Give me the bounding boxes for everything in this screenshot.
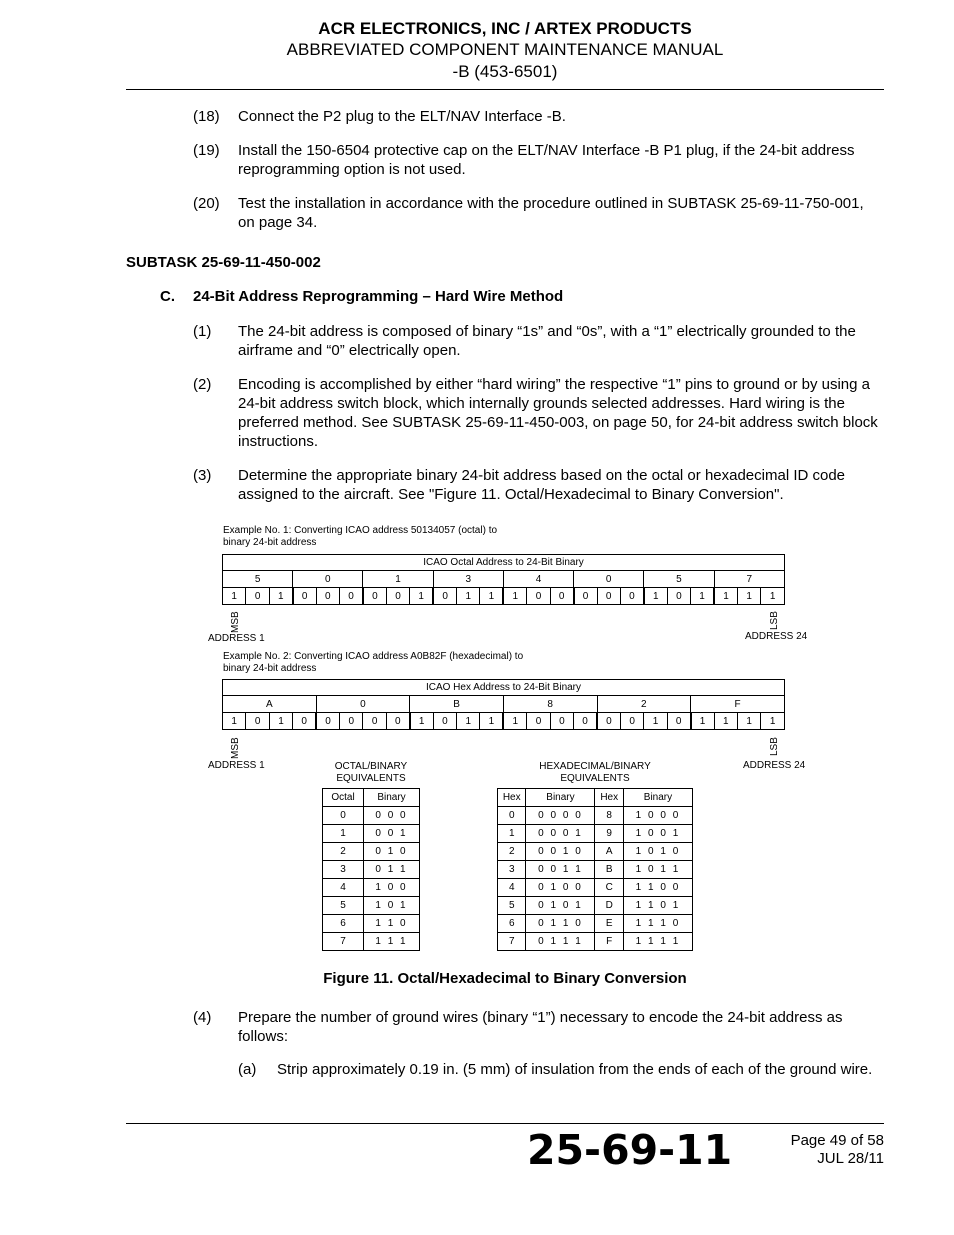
step-text: Prepare the number of ground wires (binary “1”) necessary to encode the 24-bit address as follows:	[238, 1009, 843, 1045]
table-cell: 3	[323, 861, 364, 879]
address-digit: A	[223, 696, 317, 713]
column-header: Octal	[323, 789, 364, 807]
table-cell: 7	[498, 933, 526, 951]
binary-bit: 1	[223, 588, 246, 605]
binary-bit: 0	[597, 588, 620, 605]
step-number: (2)	[193, 376, 212, 393]
binary-bit: 1	[714, 713, 737, 730]
binary-bit: 1	[480, 713, 503, 730]
table-cell: 0 1 0	[364, 843, 420, 861]
table-cell: 1 1 0 0	[623, 879, 692, 897]
step-text: The 24-bit address is composed of binary “1s” and “0s”, with a “1” electrically grounded to the airframe and “0” electrically open.	[238, 323, 856, 359]
header-divider	[126, 89, 884, 90]
address-digit: 2	[597, 696, 691, 713]
msb-label: MSB	[230, 611, 241, 633]
table-cell: 0 0 0	[364, 807, 420, 825]
table-cell: 3	[498, 861, 526, 879]
lsb-label: LSB	[769, 611, 780, 630]
binary-bit: 1	[737, 588, 760, 605]
table-cell: 0 1 1 1	[526, 933, 595, 951]
table-row	[323, 861, 420, 879]
binary-bit: 0	[620, 713, 643, 730]
table-cell: F	[595, 933, 623, 951]
table-row	[498, 933, 693, 951]
step-text: Test the installation in accordance with the procedure outlined in SUBTASK 25-69-11-750-001, on page 34.	[238, 195, 864, 231]
table-row	[498, 825, 693, 843]
example1-caption-line2: binary 24-bit address	[223, 537, 317, 548]
octal-equivalents-table	[322, 788, 420, 951]
binary-bit: 1	[737, 713, 760, 730]
footer-divider	[126, 1123, 884, 1124]
table-row	[323, 915, 420, 933]
binary-bit: 0	[246, 713, 269, 730]
binary-bit: 0	[620, 588, 643, 605]
column-header: Binary	[623, 789, 692, 807]
table-cell: 1 0 1 1	[623, 861, 692, 879]
table-cell: 1 1 1 0	[623, 915, 692, 933]
table-row	[498, 915, 693, 933]
table-cell: 0	[323, 807, 364, 825]
table-cell: 7	[323, 933, 364, 951]
step-text: Determine the appropriate binary 24-bit address based on the octal or hexadecimal ID code assigned to the aircraft. See "Figure 11. Octal/Hexadecimal to Binary Conversion".	[238, 467, 846, 503]
table-row	[323, 843, 420, 861]
example1-caption-line1: Example No. 1: Converting ICAO address 50134057 (octal) to	[223, 525, 498, 536]
column-header: Binary	[364, 789, 420, 807]
table-cell: D	[595, 897, 623, 915]
table-cell: 1 0 1 0	[623, 843, 692, 861]
table-cell: 1	[498, 825, 526, 843]
address-digit: 0	[293, 571, 363, 588]
table-cell: B	[595, 861, 623, 879]
address-digit: 5	[223, 571, 293, 588]
column-header: Hex	[595, 789, 623, 807]
table-cell: 1 0 1	[364, 897, 420, 915]
step-text: Install the 150-6504 protective cap on the ELT/NAV Interface -B P1 plug, if the 24-bit address reprogramming option is not used.	[238, 142, 855, 178]
binary-bit: 1	[644, 713, 667, 730]
table-cell: 0 0 1 0	[526, 843, 595, 861]
binary-bit: 0	[550, 713, 573, 730]
hex-equivalents-title	[497, 761, 693, 785]
binary-bit: 1	[691, 713, 714, 730]
address-1-label: ADDRESS 1	[208, 760, 265, 771]
section-title: 24-Bit Address Reprogramming – Hard Wire Method	[193, 288, 564, 305]
address-digit: 1	[363, 571, 433, 588]
binary-bit: 0	[316, 713, 339, 730]
binary-bit: 0	[316, 588, 339, 605]
binary-bit: 0	[574, 588, 597, 605]
table-cell: 0 1 1 0	[526, 915, 595, 933]
example2-caption	[223, 651, 523, 675]
address-24-label: ADDRESS 24	[743, 760, 806, 771]
header-manual-title: ABBREVIATED COMPONENT MAINTENANCE MANUAL	[286, 40, 724, 59]
octal-equivalents-title-line2: EQUIVALENTS	[336, 773, 406, 784]
table-cell: 0 1 0 1	[526, 897, 595, 915]
table-cell: 0 0 1	[364, 825, 420, 843]
section-letter: C.	[160, 288, 175, 305]
binary-bit: 0	[386, 588, 409, 605]
address-digit: 7	[714, 571, 784, 588]
step-number: (18)	[193, 108, 220, 125]
column-header: Hex	[498, 789, 526, 807]
binary-bit: 0	[340, 713, 363, 730]
address-24-label: ADDRESS 24	[745, 631, 808, 642]
address-digit: F	[691, 696, 785, 713]
octal-binary-table-title: ICAO Octal Address to 24-Bit Binary	[223, 555, 785, 571]
step-number: (4)	[193, 1009, 212, 1026]
octal-equivalents-title	[322, 761, 420, 785]
table-cell: 2	[498, 843, 526, 861]
revision-date: JUL 28/11	[817, 1150, 884, 1167]
step-text: Connect the P2 plug to the ELT/NAV Interface -B.	[238, 108, 566, 125]
table-cell: 1 1 0	[364, 915, 420, 933]
binary-bit: 1	[457, 713, 480, 730]
binary-bit: 1	[269, 588, 292, 605]
column-header: Binary	[526, 789, 595, 807]
binary-bit: 0	[293, 713, 316, 730]
binary-bit: 1	[503, 588, 526, 605]
address-digit: 5	[644, 571, 714, 588]
table-cell: 4	[323, 879, 364, 897]
table-cell: 5	[498, 897, 526, 915]
address-digit: 0	[574, 571, 644, 588]
hex-binary-table-title: ICAO Hex Address to 24-Bit Binary	[223, 680, 785, 696]
address-digit: 4	[503, 571, 573, 588]
table-cell: 0 1 1	[364, 861, 420, 879]
hex-equivalents-table	[497, 788, 693, 951]
table-cell: 1 1 0 1	[623, 897, 692, 915]
table-row	[323, 879, 420, 897]
binary-bit: 0	[550, 588, 573, 605]
hex-equivalents-title-line1: HEXADECIMAL/BINARY	[539, 761, 651, 772]
binary-bit: 1	[410, 588, 433, 605]
binary-bit: 0	[363, 713, 386, 730]
binary-bit: 0	[433, 713, 456, 730]
binary-bit: 1	[480, 588, 503, 605]
binary-bit: 0	[574, 713, 597, 730]
figure-caption: Figure 11. Octal/Hexadecimal to Binary Conversion	[323, 970, 687, 987]
table-cell: 1 0 0	[364, 879, 420, 897]
table-cell: 6	[323, 915, 364, 933]
binary-bit: 1	[644, 588, 667, 605]
table-row	[498, 843, 693, 861]
binary-bit: 1	[223, 713, 246, 730]
address-digit: 3	[433, 571, 503, 588]
table-cell: 0 0 0 1	[526, 825, 595, 843]
table-row	[323, 933, 420, 951]
table-cell: 0 0 1 1	[526, 861, 595, 879]
binary-bit: 0	[527, 588, 550, 605]
table-cell: 1	[323, 825, 364, 843]
table-cell: 0 0 0 0	[526, 807, 595, 825]
substep-text: Strip approximately 0.19 in. (5 mm) of insulation from the ends of each of the ground wire.	[277, 1061, 873, 1078]
subtask-title: SUBTASK 25-69-11-450-002	[126, 254, 321, 271]
binary-bit: 0	[667, 713, 690, 730]
binary-bit: 1	[457, 588, 480, 605]
table-cell: A	[595, 843, 623, 861]
step-text: Encoding is accomplished by either “hard wiring” the respective “1” pins to ground or by using a 24-bit address switch block, which internally grounds selected addresses. Hard wiring is the preferred method. See SUBTASK 25-69-11-450-003, on page 50, for 24-bit address switch block instructions.	[238, 376, 878, 450]
octal-equivalents-title-line1: OCTAL/BINARY	[334, 761, 408, 772]
binary-bit: 1	[269, 713, 292, 730]
step-number: (20)	[193, 195, 220, 212]
example2-caption-line1: Example No. 2: Converting ICAO address A0B82F (hexadecimal) to	[223, 651, 524, 662]
table-cell: 1 0 0 0	[623, 807, 692, 825]
header-company: ACR ELECTRONICS, INC / ARTEX PRODUCTS	[318, 19, 692, 38]
table-row	[323, 897, 420, 915]
header-part-number: -B (453-6501)	[452, 62, 558, 81]
example1-caption	[223, 525, 497, 549]
address-digit: B	[410, 696, 504, 713]
binary-bit: 1	[691, 588, 714, 605]
step-number: (19)	[193, 142, 220, 159]
address-digit: 0	[316, 696, 410, 713]
address-digit: 8	[503, 696, 597, 713]
lsb-label: LSB	[769, 737, 780, 756]
table-row	[323, 825, 420, 843]
binary-bit: 1	[761, 588, 785, 605]
table-cell: 8	[595, 807, 623, 825]
binary-bit: 1	[761, 713, 785, 730]
binary-bit: 0	[667, 588, 690, 605]
table-cell: 2	[323, 843, 364, 861]
binary-bit: 1	[410, 713, 433, 730]
binary-bit: 0	[597, 713, 620, 730]
table-cell: 6	[498, 915, 526, 933]
address-1-label: ADDRESS 1	[208, 633, 265, 644]
table-cell: 0 1 0 0	[526, 879, 595, 897]
table-cell: 1 1 1	[364, 933, 420, 951]
table-cell: 9	[595, 825, 623, 843]
binary-bit: 0	[527, 713, 550, 730]
table-cell: C	[595, 879, 623, 897]
table-row	[498, 879, 693, 897]
hex-equivalents-title-line2: EQUIVALENTS	[560, 773, 630, 784]
step-number: (3)	[193, 467, 212, 484]
example2-caption-line2: binary 24-bit address	[223, 663, 317, 674]
table-cell: 1 0 0 1	[623, 825, 692, 843]
octal-binary-table	[222, 554, 785, 605]
chapter-code: 25-69-11	[527, 1126, 733, 1174]
page-number: Page 49 of 58	[790, 1132, 884, 1149]
table-cell: 4	[498, 879, 526, 897]
msb-label: MSB	[230, 737, 241, 759]
binary-bit: 0	[363, 588, 386, 605]
binary-bit: 0	[433, 588, 456, 605]
step-number: (1)	[193, 323, 212, 340]
table-row	[498, 807, 693, 825]
binary-bit: 0	[340, 588, 363, 605]
table-cell: 1 1 1 1	[623, 933, 692, 951]
table-row	[498, 897, 693, 915]
binary-bit: 0	[246, 588, 269, 605]
binary-bit: 0	[293, 588, 316, 605]
table-cell: 0	[498, 807, 526, 825]
substep-letter: (a)	[238, 1061, 257, 1078]
table-row	[498, 861, 693, 879]
table-cell: E	[595, 915, 623, 933]
hex-binary-table	[222, 679, 785, 730]
table-cell: 5	[323, 897, 364, 915]
binary-bit: 1	[503, 713, 526, 730]
binary-bit: 1	[714, 588, 737, 605]
binary-bit: 0	[386, 713, 409, 730]
table-row	[323, 807, 420, 825]
